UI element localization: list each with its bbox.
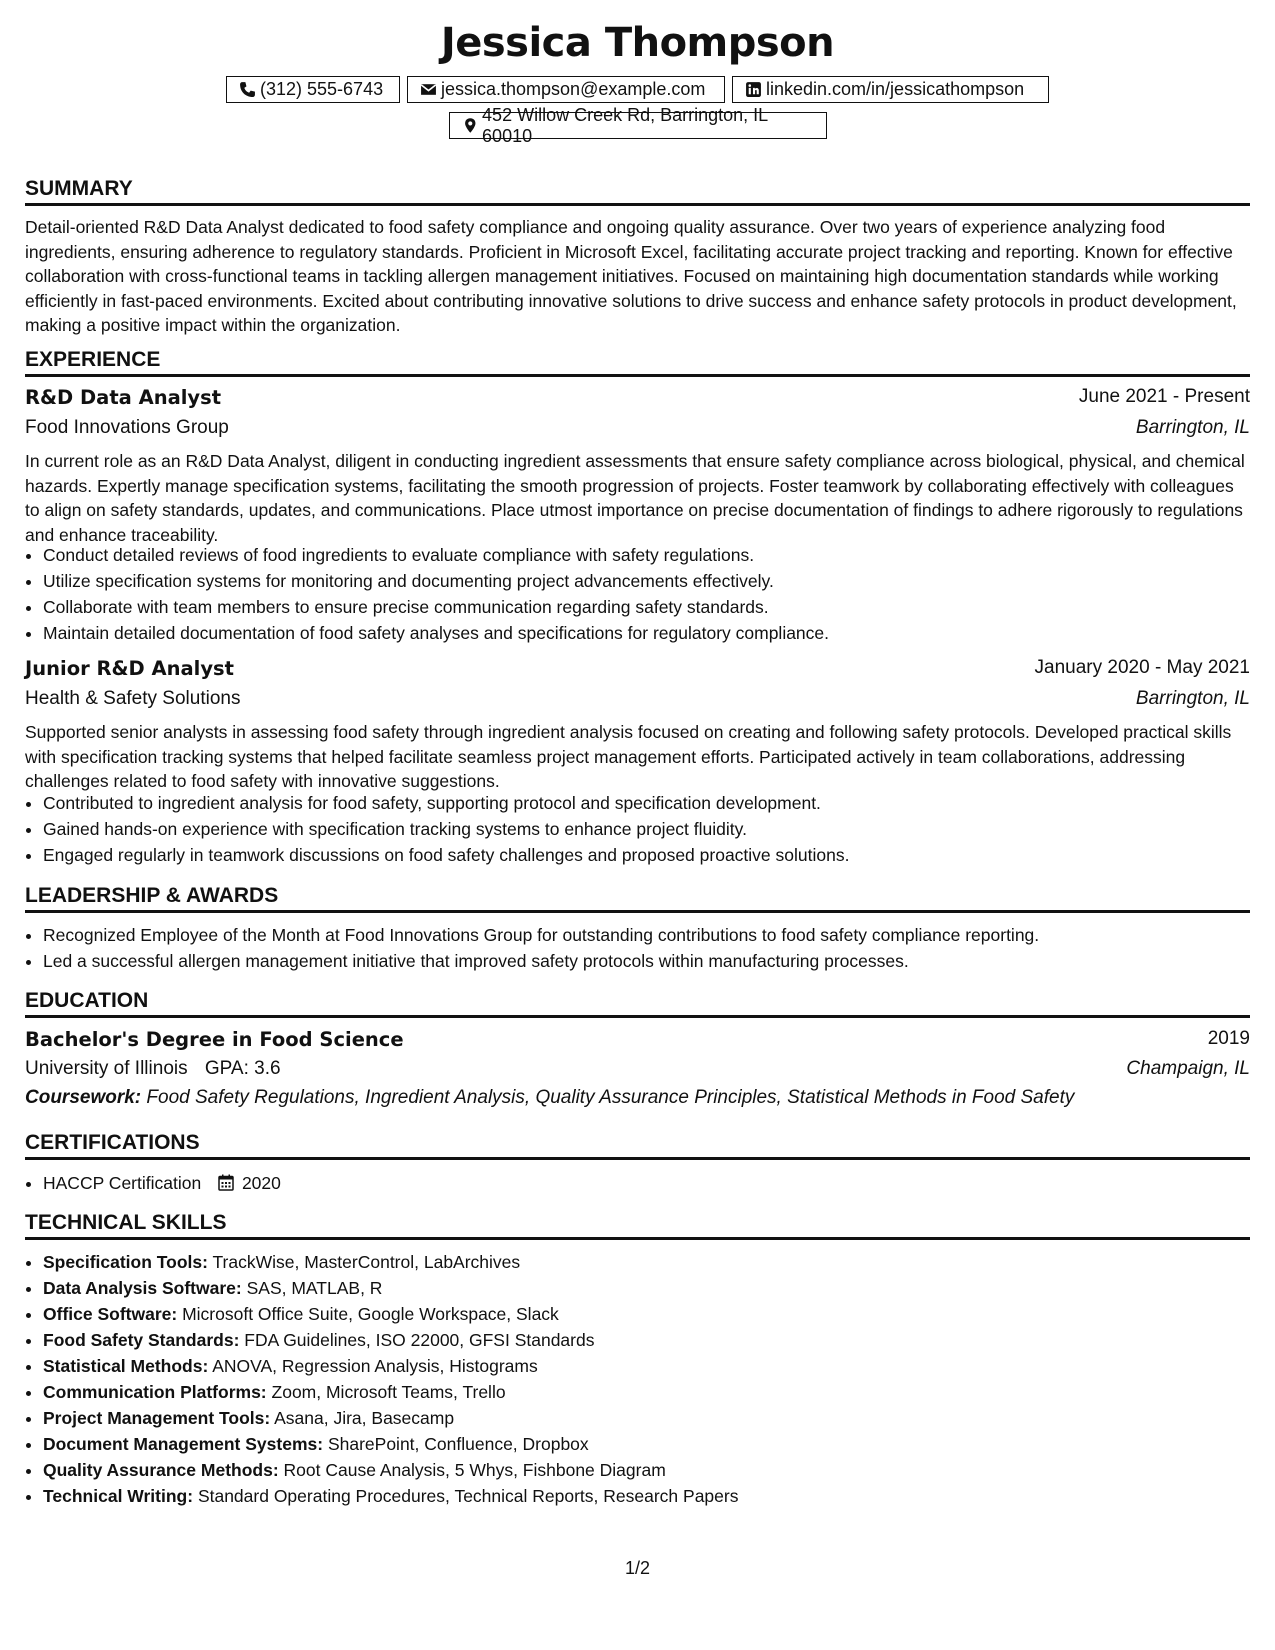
summary-text: Detail-oriented R&D Data Analyst dedicated to food safety compliance and ongoing quality assurance. Over two years of experience analyzing food ingredients, ensuring adherence to regulatory standards. Proficient in Microsoft Excel, facilitating accurate project tracking and reporting. Known for effective collaboration with cross-functional teams in tackling allergen management initiatives. Focused on maintaining high documentation standards while working efficiently in fast-paced environments. Excited about contributing innovative solutions to drive success and enhance safety protocols in product development, making a positive impact within the organization. — [25, 217, 1237, 335]
phone-icon — [239, 81, 256, 98]
skill-value: Standard Operating Procedures, Technical Reports, Research Papers — [197, 1486, 739, 1506]
address-contact — [449, 104, 827, 146]
list-item: • Led a successful allergen management initiative that improved safety protocols within manufacturing processes. — [43, 948, 1268, 974]
school-name: University of Illinois — [25, 1058, 188, 1079]
address-text: 452 Willow Creek Rd, Barrington, IL 60010 — [482, 104, 768, 146]
email-text: jessica.thompson@example.com — [441, 79, 706, 99]
skill-value: Zoom, Microsoft Teams, Trello — [271, 1382, 506, 1402]
skills-list — [25, 1249, 1268, 1509]
skill-label: Office Software: — [43, 1304, 178, 1324]
graduation-year: 2019 — [1207, 1028, 1250, 1049]
skill-label: Technical Writing: — [43, 1486, 194, 1506]
degree-row — [25, 1028, 1250, 1051]
list-item: • Engaged regularly in teamwork discussions on food safety challenges and proposed proactive solutions. — [43, 842, 1268, 868]
job-description: Supported senior analysts in assessing food safety through ingredient analysis focused on creating and following safety protocols. Developed practical skills with specification tracking systems that helped facilitate seamless project management efforts. Participated actively in team collaborations, addressing challenges related to food safety with innovative suggestions. — [25, 722, 1232, 791]
skill-label: Specification Tools: — [43, 1252, 208, 1272]
certifications-heading: CERTIFICATIONS — [25, 1131, 1250, 1160]
school-location: Champaign, IL — [1126, 1058, 1250, 1079]
leadership-heading: LEADERSHIP & AWARDS — [25, 884, 1250, 913]
experience-heading: EXPERIENCE — [25, 348, 1250, 377]
job-title: Junior R&D Analyst — [25, 657, 234, 680]
skill-value: Microsoft Office Suite, Google Workspace, Slack — [182, 1304, 559, 1324]
envelope-icon — [420, 81, 437, 98]
leadership-list — [25, 922, 1268, 974]
coursework-text: Food Safety Regulations, Ingredient Analysis, Quality Assurance Principles, Statistical Methods in Food Safety — [146, 1087, 1075, 1108]
skill-value: SAS, MATLAB, R — [246, 1278, 383, 1298]
skill-item — [43, 1457, 1268, 1483]
gpa: GPA: 3.6 — [204, 1058, 281, 1079]
phone-contact[interactable] — [226, 76, 400, 103]
skill-item — [43, 1275, 1268, 1301]
job-header — [25, 386, 1250, 409]
skill-item — [43, 1327, 1268, 1353]
skill-label: Document Management Systems: — [43, 1434, 324, 1454]
job-location: Barrington, IL — [1135, 417, 1250, 438]
certification-name: HACCP Certification — [43, 1173, 202, 1193]
coursework-label: Coursework: — [25, 1087, 142, 1108]
job-title: R&D Data Analyst — [25, 386, 222, 409]
list-item: • Maintain detailed documentation of food safety analyses and specifications for regulatory compliance. — [43, 620, 1268, 646]
email-contact[interactable] — [407, 76, 725, 103]
contact-row — [0, 76, 1275, 103]
linkedin-text: linkedin.com/in/jessicathompson — [766, 79, 1025, 99]
skill-label: Data Analysis Software: — [43, 1278, 242, 1298]
skill-value: Asana, Jira, Basecamp — [274, 1408, 455, 1428]
job-bullets — [25, 790, 1268, 868]
skill-value: TrackWise, MasterControl, LabArchives — [212, 1252, 521, 1272]
list-item: • Collaborate with team members to ensure precise communication regarding safety standards. — [43, 594, 1268, 620]
job-company-row — [25, 688, 1250, 710]
job-company: Health & Safety Solutions — [25, 688, 241, 709]
skill-value: ANOVA, Regression Analysis, Histograms — [212, 1356, 538, 1376]
skill-label: Food Safety Standards: — [43, 1330, 240, 1350]
certification-year: 2020 — [241, 1173, 281, 1193]
skill-item — [43, 1353, 1268, 1379]
map-marker-icon — [462, 117, 479, 134]
phone-text: (312) 555-6743 — [260, 79, 384, 99]
skill-value: SharePoint, Confluence, Dropbox — [327, 1434, 589, 1454]
degree-title: Bachelor's Degree in Food Science — [25, 1028, 404, 1051]
skills-heading: TECHNICAL SKILLS — [25, 1211, 1250, 1240]
skill-label: Communication Platforms: — [43, 1382, 267, 1402]
certifications-list — [25, 1170, 1268, 1196]
list-item: • Contributed to ingredient analysis for food safety, supporting protocol and specification development. — [43, 790, 1268, 816]
job-location: Barrington, IL — [1135, 688, 1250, 709]
skill-item — [43, 1405, 1268, 1431]
skill-value: Root Cause Analysis, 5 Whys, Fishbone Diagram — [283, 1460, 666, 1480]
skill-value: FDA Guidelines, ISO 22000, GFSI Standards — [244, 1330, 595, 1350]
list-item: • Utilize specification systems for monitoring and documenting project advancements effectively. — [43, 568, 1268, 594]
job-dates: June 2021 - Present — [1078, 386, 1250, 407]
job-dates: January 2020 - May 2021 — [1034, 657, 1250, 678]
school-row — [25, 1058, 1250, 1080]
skill-item — [43, 1431, 1268, 1457]
job-company: Food Innovations Group — [25, 417, 229, 438]
skill-label: Quality Assurance Methods: — [43, 1460, 279, 1480]
list-item — [43, 1170, 1268, 1196]
skill-item — [43, 1301, 1268, 1327]
skill-label: Statistical Methods: — [43, 1356, 209, 1376]
linkedin-contact[interactable] — [732, 76, 1049, 103]
skill-item — [43, 1249, 1268, 1275]
skill-item — [43, 1379, 1268, 1405]
linkedin-icon — [745, 81, 762, 98]
page-number: 1/2 — [624, 1558, 651, 1578]
list-item: • Conduct detailed reviews of food ingredients to evaluate compliance with safety regulations. — [43, 542, 1268, 568]
job-description: In current role as an R&D Data Analyst, diligent in conducting ingredient assessments that ensure safety compliance across biological, physical, and chemical hazards. Expertly manage specification systems, facilitating the smooth progression of projects. Foster teamwork by collaborating effectively with colleagues to align on safety standards, updates, and communications. Place utmost importance on precise documentation of findings to adhere rigorously to regulations and enhance traceability. — [25, 451, 1245, 545]
education-heading: EDUCATION — [25, 989, 1250, 1018]
candidate-name: Jessica Thompson — [440, 20, 835, 66]
skill-item — [43, 1483, 1268, 1509]
job-header — [25, 657, 1250, 680]
job-company-row — [25, 417, 1250, 439]
coursework-row — [25, 1087, 1250, 1109]
list-item: • Recognized Employee of the Month at Food Innovations Group for outstanding contributions to food safety compliance reporting. — [43, 922, 1268, 948]
calendar-icon — [218, 1174, 234, 1191]
school-info — [25, 1058, 281, 1080]
address-row — [0, 104, 1275, 146]
skill-label: Project Management Tools: — [43, 1408, 271, 1428]
job-bullets — [25, 542, 1268, 646]
summary-heading: SUMMARY — [25, 177, 1250, 206]
list-item: • Gained hands-on experience with specification tracking systems to enhance project fluidity. — [43, 816, 1268, 842]
